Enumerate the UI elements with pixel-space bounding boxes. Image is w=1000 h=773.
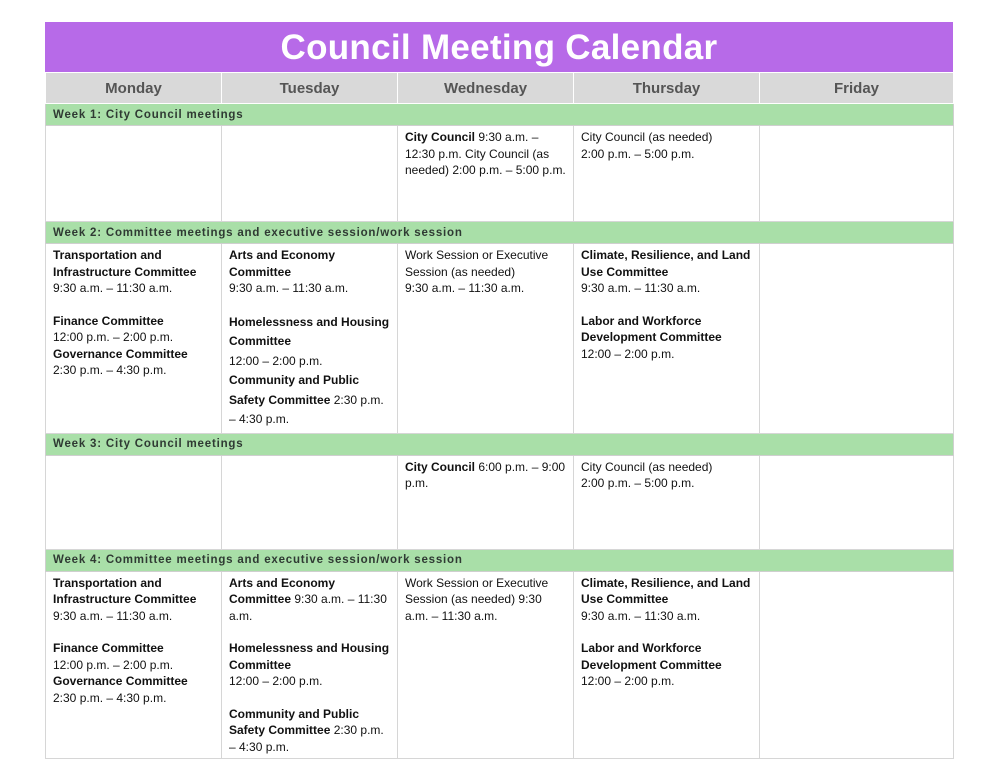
meeting-time: 2:30 p.m. – 4:30 p.m. bbox=[53, 363, 167, 377]
committee-name: Climate, Resilience, and Land Use Committee bbox=[581, 575, 751, 606]
committee-name: Climate, Resilience, and Land Use Committee bbox=[581, 248, 751, 279]
day-header-tuesday: Tuesday bbox=[222, 73, 398, 104]
committee-name: Governance Committee bbox=[53, 674, 188, 688]
week-2-monday bbox=[46, 244, 222, 434]
meeting-time: 9:30 a.m. – 12:30 p.m. bbox=[405, 130, 539, 161]
committee-name: Finance Committee bbox=[53, 641, 164, 655]
week-3-friday bbox=[760, 455, 954, 549]
day-header-thursday: Thursday bbox=[574, 73, 760, 104]
committee-name: Homelessness and Housing Committee bbox=[229, 641, 390, 672]
committee-name: Arts and Economy Committee bbox=[229, 575, 336, 606]
meeting-time: 12:00 – 2:00 p.m. bbox=[581, 346, 675, 361]
meeting-time: 9:30 a.m. – 11:30 a.m. bbox=[229, 592, 387, 623]
week-3-monday bbox=[46, 455, 222, 549]
committee-name: Governance Committee bbox=[53, 346, 188, 361]
week-2-row bbox=[46, 244, 954, 434]
meeting-name: City Council (as needed) bbox=[581, 130, 713, 144]
week-header-row bbox=[46, 433, 954, 455]
week-1-monday bbox=[46, 126, 222, 222]
week-4-tuesday bbox=[222, 571, 398, 759]
meeting-time: 12:00 – 2:00 p.m. bbox=[581, 674, 675, 688]
committee-name: Community and Public Safety Committee bbox=[229, 706, 360, 737]
meeting-time: 9:30 a.m. – 11:30 a.m. bbox=[53, 281, 173, 295]
meeting-time: 2:00 p.m. – 5:00 p.m. bbox=[581, 146, 695, 161]
week-1-row bbox=[46, 126, 954, 222]
committee-name: Arts and Economy Committee bbox=[229, 248, 336, 279]
week-3-thursday bbox=[574, 455, 760, 549]
day-header-wednesday: Wednesday bbox=[398, 73, 574, 104]
committee-name: Labor and Workforce Development Committee bbox=[581, 641, 722, 672]
week-header-row bbox=[46, 222, 954, 244]
meeting-time: 12:00 p.m. – 2:00 p.m. bbox=[53, 657, 174, 672]
week-1-tuesday bbox=[222, 126, 398, 222]
week-1-wednesday bbox=[398, 126, 574, 222]
week-4-wednesday bbox=[398, 571, 574, 759]
meeting-name: City Council (as needed) bbox=[581, 459, 713, 474]
meeting-time: 6:00 p.m. – 9:00 p.m. bbox=[405, 459, 566, 490]
meeting-time: 12:00 – 2:00 p.m. bbox=[229, 674, 323, 688]
meeting-name: Work Session or Executive Session (as needed) bbox=[405, 248, 549, 279]
week-2-wednesday bbox=[398, 244, 574, 434]
week-4-row bbox=[46, 571, 954, 759]
tuesday-afternoon-block bbox=[229, 313, 392, 430]
committee-name: Finance Committee bbox=[53, 313, 164, 328]
meeting-extra: City Council (as needed) 2:00 p.m. – 5:00 p.m. bbox=[405, 146, 566, 177]
meeting-name: City Council bbox=[405, 459, 476, 474]
week-4-thursday bbox=[574, 571, 760, 759]
week-1-friday bbox=[760, 126, 954, 222]
day-header-friday: Friday bbox=[760, 73, 954, 104]
committee-name: Transportation and Infrastructure Committee bbox=[53, 575, 197, 606]
meeting-time: 2:30 p.m. – 4:30 p.m. bbox=[229, 723, 384, 754]
meeting-time: 9:30 a.m. – 11:30 a.m. bbox=[405, 281, 525, 295]
week-4-monday bbox=[46, 571, 222, 759]
calendar bbox=[45, 22, 953, 759]
day-header-monday: Monday bbox=[46, 73, 222, 104]
committee-name: Transportation and Infrastructure Committee bbox=[53, 248, 197, 279]
week-2-tuesday bbox=[222, 244, 398, 434]
meeting-time: 9:30 a.m. – 11:30 a.m. bbox=[581, 281, 701, 295]
week-4-label: Week 4: Committee meetings and executive session/work session bbox=[46, 549, 954, 571]
week-4-friday bbox=[760, 571, 954, 759]
meeting-time: 12:00 p.m. – 2:00 p.m. bbox=[53, 330, 174, 344]
week-2-friday bbox=[760, 244, 954, 434]
week-3-row bbox=[46, 455, 954, 549]
week-header-row bbox=[46, 549, 954, 571]
week-3-tuesday bbox=[222, 455, 398, 549]
meeting-time: 9:30 a.m. – 11:30 a.m. bbox=[581, 608, 701, 623]
meeting-time: 12:00 – 2:00 p.m. bbox=[229, 353, 323, 368]
week-3-label: Week 3: City Council meetings bbox=[46, 433, 954, 455]
meeting-time: 2:30 p.m. – 4:30 p.m. bbox=[53, 690, 167, 705]
committee-name: Labor and Workforce Development Committee bbox=[581, 313, 722, 344]
meeting-time: 9:30 a.m. – 11:30 a.m. bbox=[405, 592, 542, 623]
meeting-time: 2:00 p.m. – 5:00 p.m. bbox=[581, 476, 695, 490]
committee-name: Community and Public Safety Committee bbox=[229, 373, 360, 407]
committee-name: Homelessness and Housing Committee bbox=[229, 314, 390, 348]
meeting-time: 2:30 p.m. – 4:30 p.m. bbox=[229, 392, 384, 426]
meeting-time: 9:30 a.m. – 11:30 a.m. bbox=[53, 608, 173, 623]
week-1-thursday bbox=[574, 126, 760, 222]
week-1-label: Week 1: City Council meetings bbox=[46, 104, 954, 126]
meeting-name: City Council bbox=[405, 130, 476, 144]
meeting-time: 9:30 a.m. – 11:30 a.m. bbox=[229, 281, 349, 295]
week-2-label: Week 2: Committee meetings and executive session/work session bbox=[46, 222, 954, 244]
calendar-table bbox=[45, 72, 954, 759]
page-title: Council Meeting Calendar bbox=[45, 22, 953, 72]
week-2-thursday bbox=[574, 244, 760, 434]
day-header-row bbox=[46, 73, 954, 104]
week-header-row bbox=[46, 104, 954, 126]
meeting-name: Work Session or Executive Session (as needed) bbox=[405, 575, 549, 606]
week-3-wednesday bbox=[398, 455, 574, 549]
